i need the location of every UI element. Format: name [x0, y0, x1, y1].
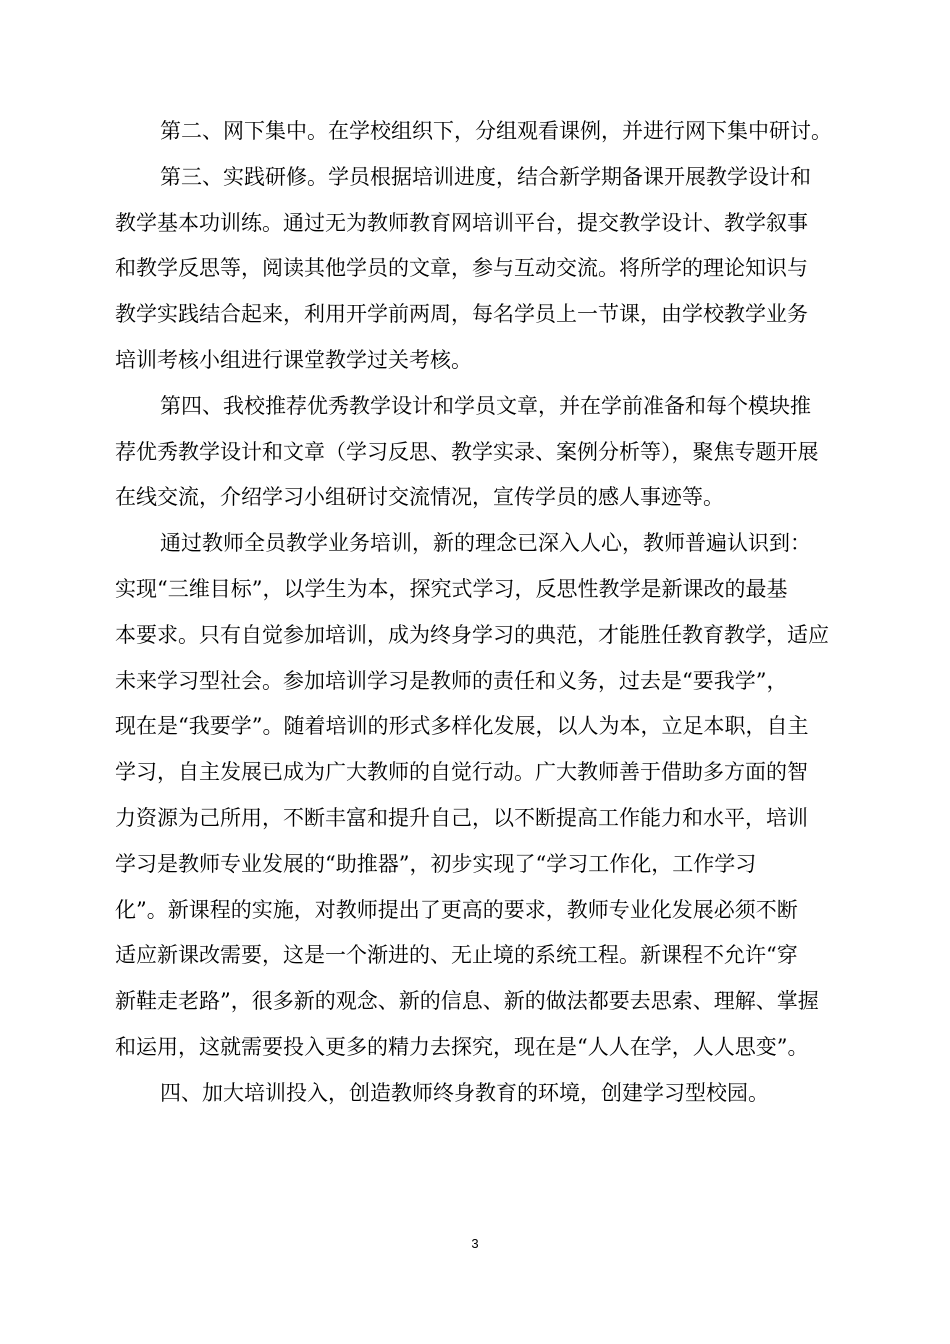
text-line: 教学实践结合起来，利用开学前两周，每名学员上一节课，由学校教学业务 — [115, 302, 808, 327]
text-line: 新鞋走老路”，很多新的观念、新的信息、新的做法都要去思索、理解、掌握 — [115, 989, 819, 1014]
text-line: 和教学反思等，阅读其他学员的文章，参与互动交流。将所学的理论知识与 — [115, 256, 808, 281]
text-line: 化”。新课程的实施，对教师提出了更高的要求，教师专业化发展必须不断 — [115, 897, 798, 922]
text-line: 力资源为己所用，不断丰富和提升自己，以不断提高工作能力和水平，培训 — [115, 806, 808, 830]
text-line: 学习，自主发展已成为广大教师的自觉行动。广大教师善于借助多方面的智 — [115, 760, 808, 785]
text-line: 现在是“我要学”。随着培训的形式多样化发展，以人为本，立足本职，自主 — [115, 714, 809, 739]
text-line: 实现“三维目标”，以学生为本，探究式学习，反思性教学是新课改的最基 — [115, 577, 788, 601]
text-line: 第四、我校推荐优秀教学设计和学员文章，并在学前准备和每个模块推 — [160, 393, 811, 418]
text-line: 和运用，这就需要投入更多的精力去探究，现在是“人人在学，人人思变”。 — [115, 1035, 809, 1059]
text-line: 教学基本功训练。通过无为教师教育网培训平台，提交教学设计、教学叙事 — [115, 210, 808, 235]
text-line: 在线交流，介绍学习小组研讨交流情况，宣传学员的感人事迹等。 — [115, 485, 724, 510]
page-number: 3 — [471, 1236, 479, 1251]
text-line: 培训考核小组进行课堂教学过关考核。 — [115, 348, 472, 372]
text-line: 四、加大培训投入，创造教师终身教育的环境，创建学习型校园。 — [160, 1080, 769, 1105]
text-line: 第三、实践研修。学员根据培训进度，结合新学期备课开展教学设计和 — [160, 164, 811, 189]
text-line: 第二、网下集中。在学校组织下，分组观看课例，并进行网下集中研讨。 — [160, 119, 832, 143]
text-line: 未来学习型社会。参加培训学习是教师的责任和义务，过去是“要我学”， — [115, 668, 788, 693]
text-line: 荐优秀教学设计和文章（学习反思、教学实录、案例分析等），聚焦专题开展 — [115, 439, 819, 464]
text-line: 通过教师全员教学业务培训，新的理念已深入人心，教师普遍认识到： — [160, 531, 811, 556]
text-line: 适应新课改需要，这是一个渐进的、无止境的系统工程。新课程不允许“穿 — [115, 943, 798, 968]
text-line: 学习是教师专业发展的“助推器”，初步实现了“学习工作化，工作学习 — [115, 851, 757, 876]
text-line: 本要求。只有自觉参加培训，成为终身学习的典范，才能胜任教育教学，适应 — [115, 622, 829, 647]
